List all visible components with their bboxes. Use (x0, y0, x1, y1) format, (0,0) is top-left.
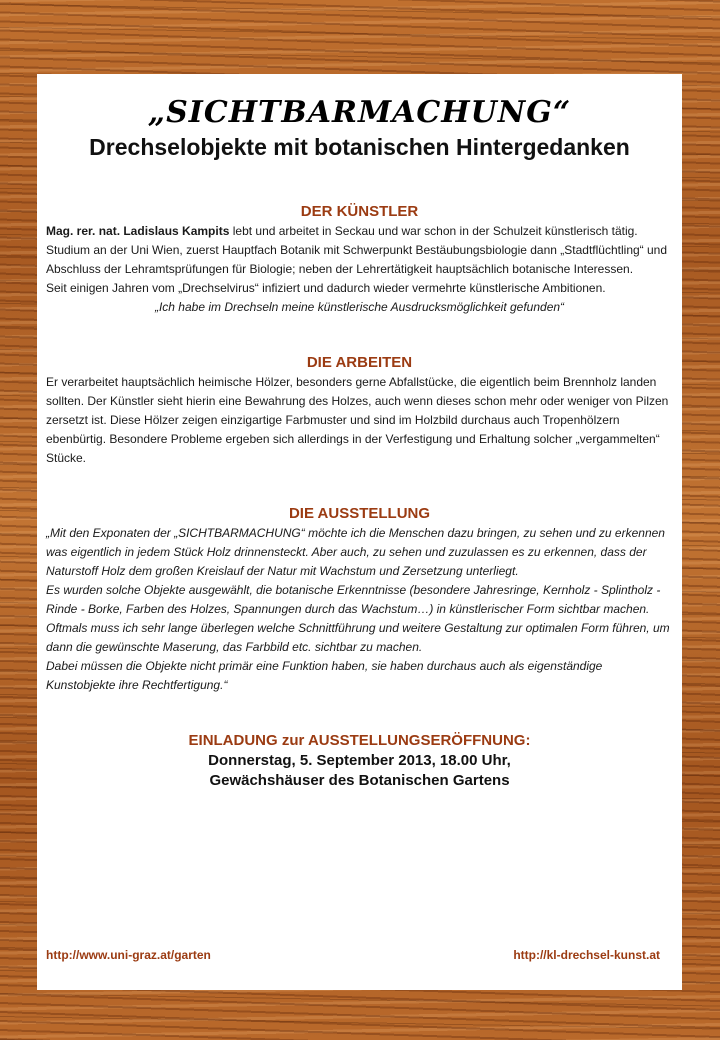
exhibition-paragraph-3: Oftmals muss ich sehr lange überlegen welche Schnittführung und weitere Gestaltung zur optimalen Form führen, um dann die gewünschte Maserung, das Farbbild etc. sichtbar zu machen. (46, 621, 670, 654)
section-works (46, 353, 673, 468)
artist-bio-2: Seit einigen Jahren vom „Drechselvirus“ infiziert und dadurch wieder vermehrte künstlerische Ambitionen. (46, 281, 606, 295)
section-invitation (46, 731, 673, 791)
section-heading-exhibition: DIE AUSSTELLUNG (288, 505, 431, 522)
exhibition-paragraph-1: „Mit den Exponaten der „SICHTBARMACHUNG“ möchte ich die Menschen dazu bringen, zu sehen und zu erkennen was eigentlich in jedem Stück Holz drinnensteckt. Aber auch, zu sehen und zuzulassen es zu erkennen, dass der Naturstoff Holz dem großen Kreislauf der Natur mit Wachstum und Zersetzung unterliegt. (46, 526, 665, 578)
section-exhibition (46, 504, 673, 695)
artist-quote: „Ich habe im Drechseln meine künstlerische Ausdrucksmöglichkeit gefunden“ (154, 300, 565, 314)
poster (37, 74, 682, 990)
exhibition-paragraph-2: Es wurden solche Objekte ausgewählt, die botanische Erkenntnisse (besondere Jahresringe, Kernholz - Splintholz - Rinde - Borke, Farben des Holzes, Spannungen durch das Wachstum…) in künstlerischer Form sichtbar machen. (46, 583, 661, 616)
section-artist (46, 202, 673, 317)
artist-name: Mag. rer. nat. Ladislaus Kampits (46, 224, 230, 238)
page-subtitle: Drechselobjekte mit botanischen Hintergedanken (89, 134, 630, 160)
section-heading-artist: DER KÜNSTLER (300, 203, 419, 220)
footer-link-artist[interactable]: http://kl-drechsel-kunst.at (513, 948, 660, 962)
footer (46, 948, 660, 962)
artist-bio (46, 222, 673, 279)
invitation-place: Gewächshäuser des Botanischen Gartens (209, 772, 510, 789)
exhibition-paragraph-4: Dabei müssen die Objekte nicht primär eine Funktion haben, sie haben durchaus auch als eigenständige Kunstobjekte ihre Rechtfertigung.“ (46, 659, 603, 692)
page-title: „SICHTBARMACHUNG“ (147, 95, 572, 130)
section-heading-works: DIE ARBEITEN (306, 354, 413, 371)
invitation-heading: EINLADUNG zur AUSSTELLUNGSERÖFFNUNG: (188, 732, 531, 749)
footer-link-garden[interactable]: http://www.uni-graz.at/garten (46, 948, 211, 962)
invitation-date: Donnerstag, 5. September 2013, 18.00 Uhr, (208, 752, 511, 769)
works-text: Er verarbeitet hauptsächlich heimische Hölzer, besonders gerne Abfallstücke, die eigentlich beim Brennholz landen sollten. Der Künstler sieht hierin eine Bewahrung des Holzes, auch wenn dieses schon mehr oder weniger von Pilzen zersetzt ist. Diese Hölzer zeigen einzigartige Farbmuster und sind im Holzbild durchaus auch Tropenhölzern ebenbürtig. Besondere Probleme ergeben sich allerdings in der Verfestigung und Erhaltung solcher „vergammelten“ Stücke. (46, 375, 669, 465)
artist-bio-text: lebt und arbeitet in Seckau und war schon in der Schulzeit künstlerisch tätig. Studium an der Uni Wien, zuerst Hauptfach Botanik mit Schwerpunkt Bestäubungsbiologie dann „Stadtflüchtling“ und Abschluss der Lehramtsprüfungen für Biologie; neben der Lehrertätigkeit hauptsächlich botanische Interessen. (46, 224, 668, 276)
